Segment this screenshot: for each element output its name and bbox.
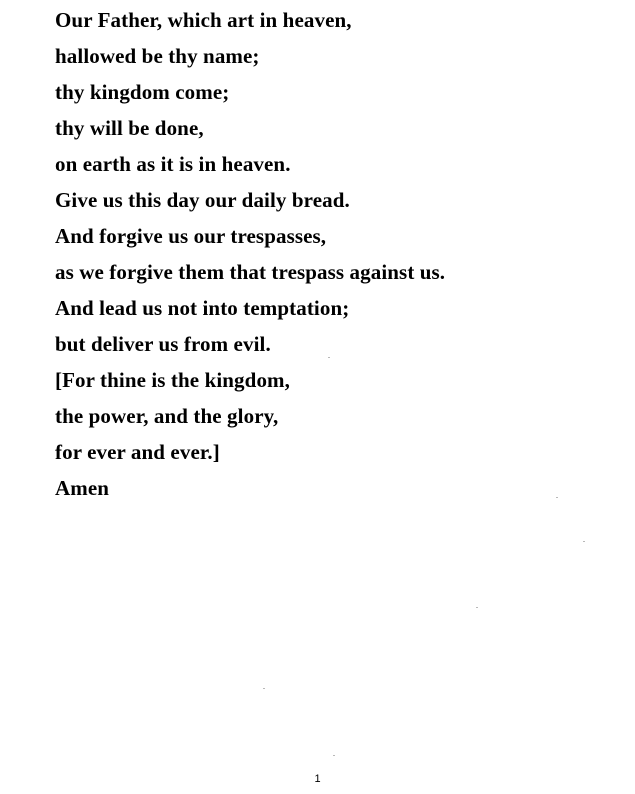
prayer-line: Our Father, which art in heaven, [55,8,352,32]
prayer-line: thy kingdom come; [55,80,230,104]
page-number: 1 [314,773,321,785]
prayer-line: And forgive us our trespasses, [55,224,327,248]
scan-speck [583,541,585,542]
prayer-line: on earth as it is in heaven. [55,152,291,176]
prayer-line: [For thine is the kingdom, [55,368,290,392]
scan-speck [328,357,330,358]
prayer-line: the power, and the glory, [55,404,279,428]
prayer-line: Amen [55,476,110,500]
prayer-line: for ever and ever.] [55,440,220,464]
prayer-line: but deliver us from evil. [55,332,271,356]
scan-speck [476,607,478,608]
prayer-line: Give us this day our daily bread. [55,188,350,212]
scan-speck [263,688,265,689]
prayer-line: thy will be done, [55,116,204,140]
prayer-text [55,2,445,506]
scan-speck [333,755,335,756]
prayer-line: And lead us not into temptation; [55,296,350,320]
prayer-line: hallowed be thy name; [55,44,260,68]
prayer-line: as we forgive them that trespass against us. [55,260,446,284]
scan-speck [556,497,558,498]
